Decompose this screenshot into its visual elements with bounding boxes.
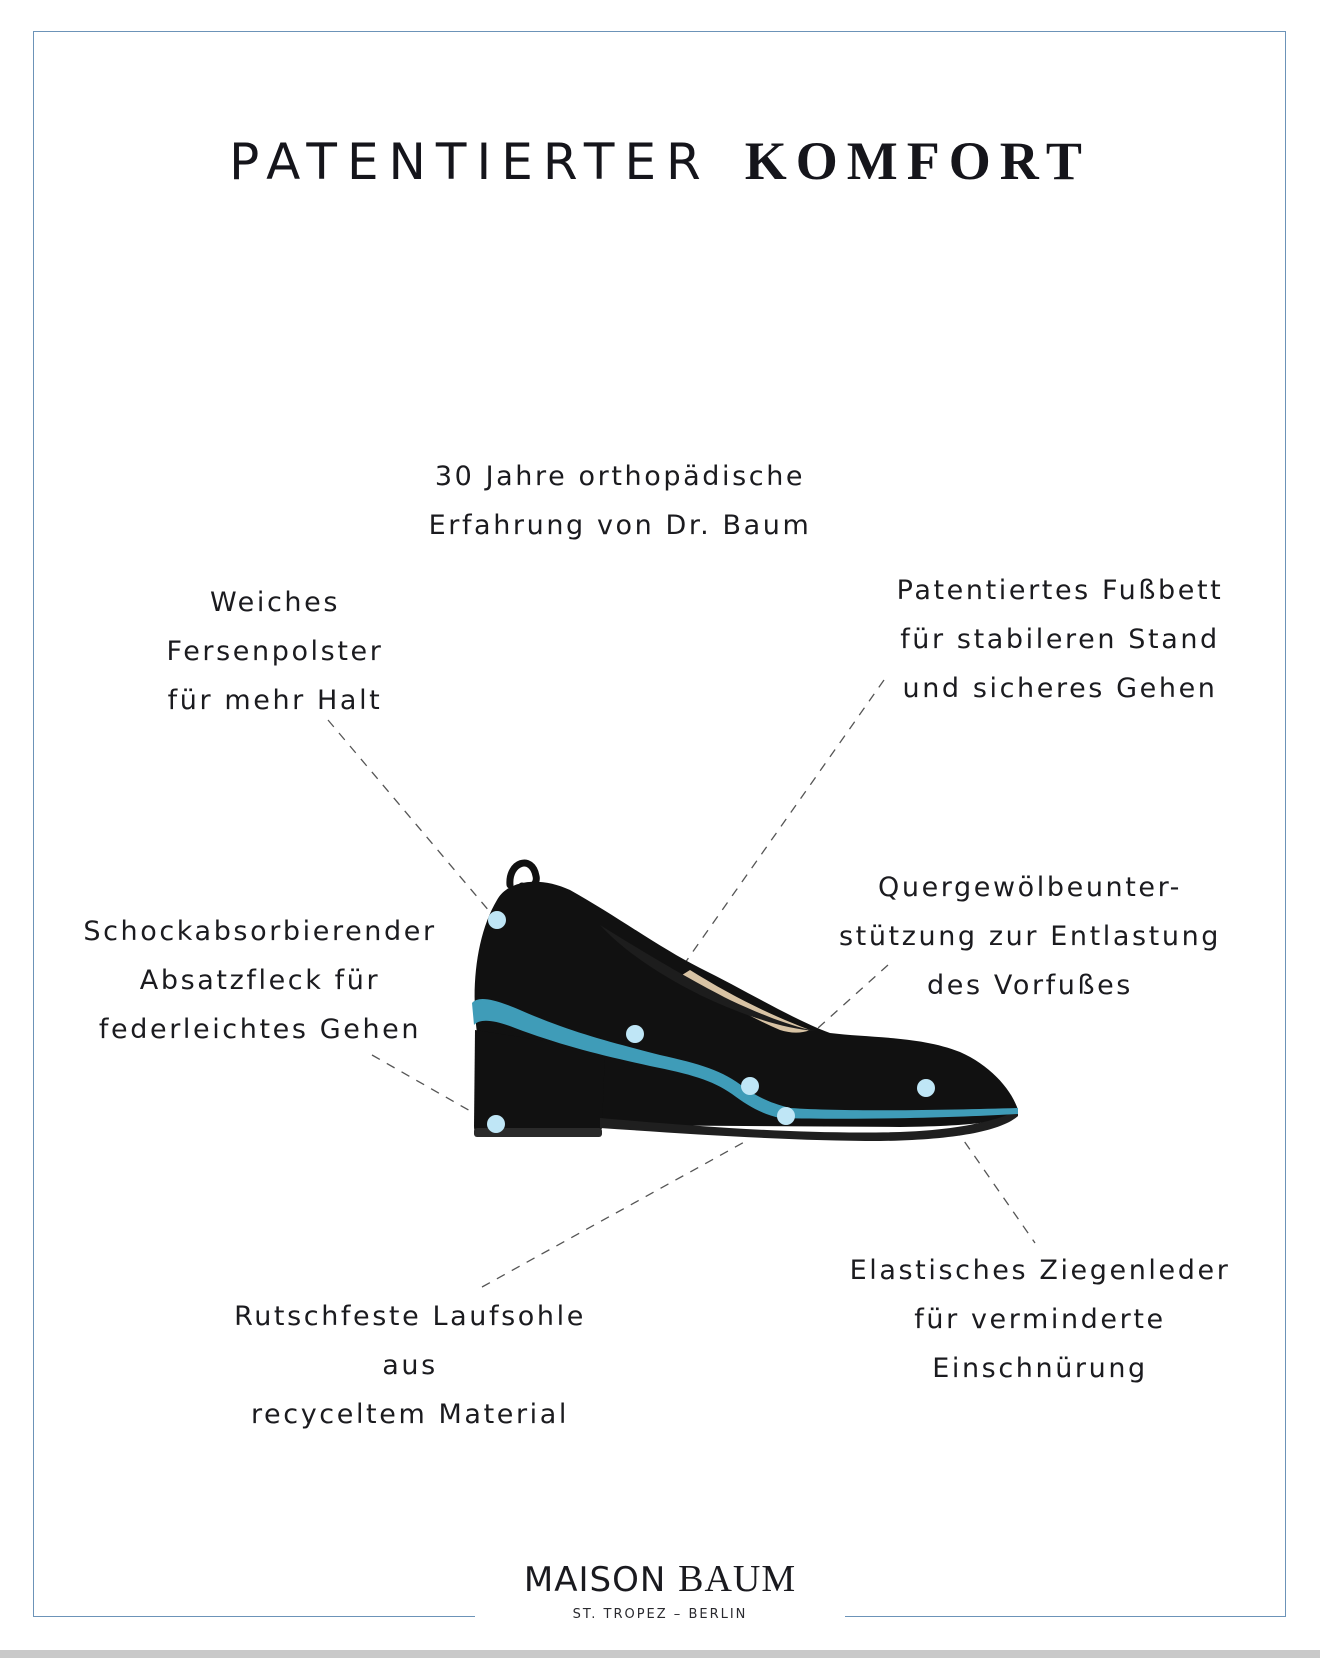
logo-wordmark: [475, 1557, 845, 1601]
label-line: aus: [382, 1350, 438, 1381]
label-line: 30 Jahre orthopädische: [434, 461, 806, 492]
title-part2: KOMFORT: [744, 131, 1091, 191]
label-line: Fersenpolster: [166, 636, 384, 667]
marker-footbed: [626, 1025, 644, 1043]
label-line: Weiches: [209, 587, 341, 618]
label-line: für verminderte: [914, 1304, 1166, 1335]
marker-shock: [487, 1115, 505, 1133]
label-line: Absatzfleck für: [139, 965, 381, 996]
label-line: des Vorfußes: [927, 970, 1133, 1001]
label-line: Schockabsorbierender: [83, 916, 437, 947]
brand-logo: [475, 1557, 845, 1622]
title-part1: PATENTIERTER: [229, 133, 711, 191]
logo-part2: BAUM: [678, 1558, 797, 1600]
label-line: Elastisches Ziegenleder: [849, 1255, 1231, 1286]
label-line: Erfahrung von Dr. Baum: [428, 510, 812, 541]
label-line: Quergewölbeunter-: [878, 872, 1182, 903]
marker-heel-pad: [488, 911, 506, 929]
label-line: stützung zur Entlastung: [838, 921, 1222, 952]
logo-tagline: ST. TROPEZ – BERLIN: [572, 1607, 748, 1622]
logo-part1: MAISON: [523, 1560, 679, 1600]
label-line: Rutschfeste Laufsohle: [234, 1301, 586, 1332]
label-line: für mehr Halt: [167, 685, 383, 716]
label-line: Patentiertes Fußbett: [896, 575, 1224, 606]
marker-sole: [777, 1107, 795, 1125]
marker-leather: [917, 1079, 935, 1097]
marker-arch: [741, 1077, 759, 1095]
label-line: recyceltem Material: [250, 1399, 570, 1430]
bottom-strip: [0, 1650, 1320, 1658]
label-line: federleichtes Gehen: [98, 1014, 422, 1045]
label-line: für stabileren Stand: [900, 624, 1220, 655]
label-line: Einschnürung: [932, 1353, 1148, 1384]
label-line: und sicheres Gehen: [902, 673, 1218, 704]
